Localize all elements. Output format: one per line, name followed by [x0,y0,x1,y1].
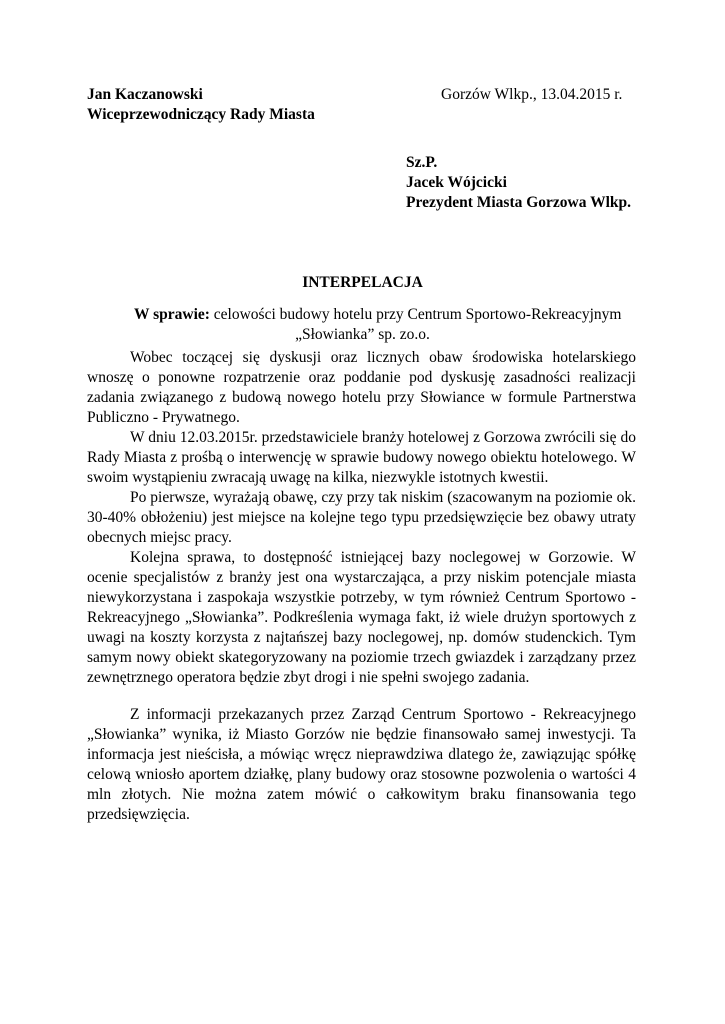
recipient-salutation: Sz.P. [406,154,438,171]
subject-label: W sprawie: [134,306,210,323]
letter-body [87,348,636,825]
place-date: Gorzów Wlkp., 13.04.2015 r. [441,86,623,103]
recipient-name: Jacek Wójcicki [406,174,507,191]
paragraph-industry-request: W dniu 12.03.2015r. przedstawiciele branży hotelowej z Gorzowa zwrócili się do Rady Miasta z prośbą o interwencję w sprawie budowy nowego obiektu hotelowego. W swoim wystąpieniu zwracają uwagę na kilka, niezwykle istotnych kwestii. [87,429,636,486]
paragraph-occupancy-concern: Po pierwsze, wyrażają obawę, czy przy tak niskim (szacowanym na poziomie ok. 30-40% obłożeniu) jest miejsce na kolejne tego typu przedsięwzięcie bez obawy utraty obecnych miejsc pracy. [87,489,636,546]
recipient-title: Prezydent Miasta Gorzowa Wlkp. [406,194,632,211]
document-title: INTERPELACJA [302,274,423,291]
paragraph-accommodation-base: Kolejna sprawa, to dostępność istniejącej bazy noclegowej w Gorzowie. W ocenie specjalistów z branży jest ona wystarczająca, a przy niskim potencjale miasta niewykorzystana i zaspokaja wszystkie potrzeby, w tym również Centrum Sportowo - Rekreacyjnego „Słowianka”. Podkreślenia wymaga fakt, iż wiele drużyn sportowych z uwagi na koszty korzysta z najtańszej bazy noclegowej, np. domów studenckich. Tym samym nowy obiekt skategoryzowany na poziomie trzech gwiazdek i zarządzany przez zewnętrznego operatora będzie zbyt drogi i nie spełni swojego zadania. [87,549,636,686]
paragraph-financing: Z informacji przekazanych przez Zarząd Centrum Sportowo - Rekreacyjnego „Słowianka” wynika, iż Miasto Gorzów nie będzie finansowało samej inwestycji. Ta informacja jest nieścisła, a mówiąc wręcz nieprawdziwa dlatego że, zawiązując spółkę celową wniosło aportem działkę, plany budowy oraz stosowne pozwolenia o wartości 4 mln złotych. Nie można zatem mówić o całkowitym braku finansowania tego przedsięwzięcia. [87,706,636,823]
sender-name: Jan Kaczanowski [87,86,203,103]
paragraph-intro: Wobec toczącej się dyskusji oraz licznych obaw środowiska hotelarskiego wnoszę o ponowne rozpatrzenie oraz poddanie pod dyskusję zasadności realizacji zadania związanego z budową nowego hotelu przy Słowiance w formule Partnerstwa Publiczno - Prywatnego. [87,349,636,426]
subject-line [134,306,621,324]
sender-role: Wiceprzewodniczący Rady Miasta [87,106,315,123]
subject-line-continued: „Słowianka” sp. zo.o. [295,326,430,343]
subject-text: celowości budowy hotelu przy Centrum Sportowo-Rekreacyjnym [209,306,622,323]
